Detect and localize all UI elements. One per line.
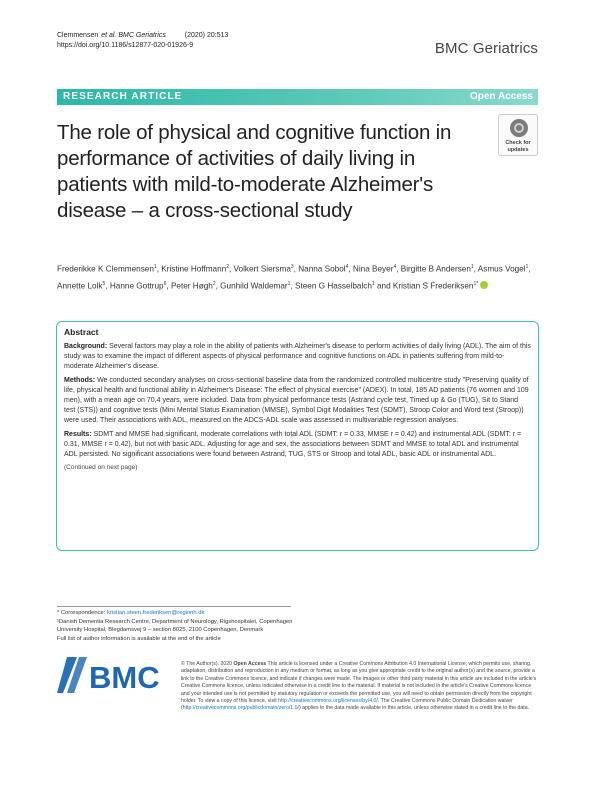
header-doi[interactable]: https://doi.org/10.1186/s12877-020-01926-9 <box>57 42 194 49</box>
check-badge-line1: Check for <box>505 140 531 146</box>
license-statement <box>181 661 538 713</box>
open-access-label: Open Access <box>470 91 533 102</box>
author-affiliation-marker: 1 <box>287 280 291 287</box>
running-header <box>57 31 231 51</box>
license-open-access: Open Access <box>233 661 267 667</box>
continued-note: (Continued on next page) <box>64 464 138 471</box>
author-affiliation-marker: 6 <box>163 280 167 287</box>
author-affiliation-marker: 1 <box>153 264 157 270</box>
author-affiliation-marker: 2 <box>212 280 216 287</box>
author-name: Kristian S Frederiksen <box>392 281 474 291</box>
author-affiliation-marker: 2 <box>226 264 229 270</box>
orcid-icon[interactable] <box>480 281 488 289</box>
check-for-updates-badge[interactable] <box>498 114 538 156</box>
article-type-label: RESEARCH ARTICLE <box>63 91 183 102</box>
article-type-banner <box>57 89 538 105</box>
abstract-box <box>56 321 539 551</box>
author-affiliation-marker: 1 <box>371 280 375 287</box>
author-name: Volkert Siersma <box>233 264 291 274</box>
footnotes <box>57 609 307 643</box>
author-name: Nanna Sobol <box>298 264 346 274</box>
license-prefix: © The Author(s). 2020 <box>181 661 233 667</box>
abstract-heading: Abstract <box>64 327 99 337</box>
journal-brand: BMC Geriatrics <box>434 40 538 57</box>
author-name: Nina Beyer <box>352 264 394 274</box>
methods-label: Methods: <box>64 377 96 384</box>
bmc-logo-text: BMC <box>89 660 160 695</box>
check-badge-line2: updates <box>507 147 529 153</box>
author-name: Steen G Hasselbalch <box>295 281 372 291</box>
author-affiliation-marker: 1 <box>470 264 474 270</box>
background-text: Several factors may play a role in the ability of patients with Alzheimer's disease to perform activities of daily living (ADL). The aim of this study was to examine the impact of different aspects of physical performance and cognitive functions on ADL in patients suffering from mild-to-moderate Alzheimer's disease. <box>64 343 531 370</box>
license-text-1: This article is licensed under a Creative Commons Attribution 4.0 International License, which permits use, sharing, adaptation, distribution and reproduction in any medium or format, as long as you give appropriate credit to the original author(s) and the source, provide a link to the Creative Commons licence, and indicate if changes were made. The images or other third party material in this article are included in the article's Creative Commons licence, unless indicated otherwise in a credit line to the material. If material is not included in the article's Creative Commons licence and your intended use is not permitted by statutory regulation or exceeds the permitted use, you will need to obtain permission directly from the copyright holder. To view a copy of this licence, visit <box>181 661 537 705</box>
author-affiliation-marker: 5 <box>102 280 106 287</box>
author-name: Kristine Hoffmann <box>161 264 227 274</box>
header-journal: et al. BMC Geriatrics <box>101 32 166 39</box>
header-authors: Clemmensen <box>57 32 99 39</box>
author-name: Asmus Vogel <box>477 264 526 274</box>
license-text-2: . The Creative Commons Public Domain Dedication waiver ( <box>181 698 513 712</box>
footnote-divider <box>57 606 291 607</box>
author-name: Gunhild Waldemar <box>220 281 288 291</box>
author-affiliation-marker: 4 <box>345 264 349 270</box>
author-affiliation-marker: 3 <box>290 264 294 270</box>
check-updates-icon <box>510 119 528 137</box>
author-name: Frederikke K Clemmensen <box>57 264 154 274</box>
cc0-url-link[interactable]: http://creativecommons.org/publicdomain/zero/1.0/ <box>182 705 299 712</box>
author-affiliation-marker: 4 <box>393 264 397 270</box>
author-list: Frederikke K Clemmensen$^1$, Kristine Hoffmann$^2$, Volkert Siersma$^3$, Nanna Sobol$^4$, Nina Beyer$^4$, Birgitte B Andersen$^1$, Asmus Vogel$^1$, Annette Lolk$^5$, Hanne Gottrup$^6$, Peter Høgh$^2$, Gunhild Waldemar$^1$, Steen G Hasselbalch$^1$ and Kristian S Frederiksen$^{1*}$ <box>57 264 531 291</box>
article-title: The role of physical and cognitive function in performance of activities of daily living in patients with mild-to-moderate Alzheimer's disease – a cross-sectional study <box>57 121 452 222</box>
license-text-3: ) applies to the data made available in this article, unless otherwise stated in a credit line to the data. <box>298 705 530 712</box>
correspondence-label: * Correspondence: <box>57 610 106 616</box>
bmc-logo <box>57 655 167 695</box>
full-author-info-note: Full list of author information is available at the end of the article <box>57 635 221 642</box>
results-text: SDMT and MMSE had significant, moderate correlations with total ADL (SDMT: r = 0.33, MMSE r = 0.42) and instrumental ADL (SDMT: r = 0.31, MMSE r = 0.42), but not with basic ADL. Adjusting for age and sex, the associations between SDMT and MMSE to total ADL and instrumental ADL persisted. No significant associations were found between Astrand, TUG, STS or Stroop and total ADL, basic ADL or instrumental ADL. <box>64 431 522 458</box>
affiliation-1: ¹Danish Dementia Research Centre, Department of Neurology, Rigshospitalet, Copenhagen University Hospital, Blegdamsvej 9 – section 8025, 2100 Copenhagen, Denmark <box>57 618 293 634</box>
background-label: Background: <box>64 343 108 350</box>
results-label: Results: <box>64 431 92 438</box>
author-name: Hanne Gottrup <box>109 281 164 291</box>
author-affiliation-marker: 1 <box>525 264 529 270</box>
license-url-link[interactable]: http://creativecommons.org/licenses/by/4.0/ <box>278 698 378 705</box>
author-name: Birgitte B Andersen <box>400 264 471 274</box>
author-affiliation-marker: 1* <box>473 280 479 287</box>
abstract-background <box>64 342 531 372</box>
correspondence-email-link[interactable]: kristian.steen.frederiksen@regionh.dk <box>106 610 205 616</box>
abstract-results <box>64 430 531 460</box>
author-name: Peter Høgh <box>170 281 213 291</box>
header-year-volume: (2020) 20:513 <box>184 32 229 39</box>
methods-text: We conducted secondary analyses on cross-sectional baseline data from the randomized controlled multicentre study "Preserving quality of life, physical health and functional ability in Alzheimer's Disease: The effect of physical exercise" (ADEX). In total, 185 AD patients (76 women and 109 men), with a mean age on 70,4 years, were included. Data from physical performance tests (Astrand cycle test, Timed up & Go (TUG), Sit to Stand test (STS)) and cognitive tests (Mini Mental Status Examination (MMSE), Symbol Digit Modalities Test (SDMT), Stroop Color and Word test (Stroop)) were used. Their associations with ADL, measured on the ADCS-ADL scale was assessed in multivariable regression analyses. <box>64 377 529 424</box>
author-name: Annette Lolk <box>57 281 103 291</box>
abstract-methods <box>64 376 531 426</box>
